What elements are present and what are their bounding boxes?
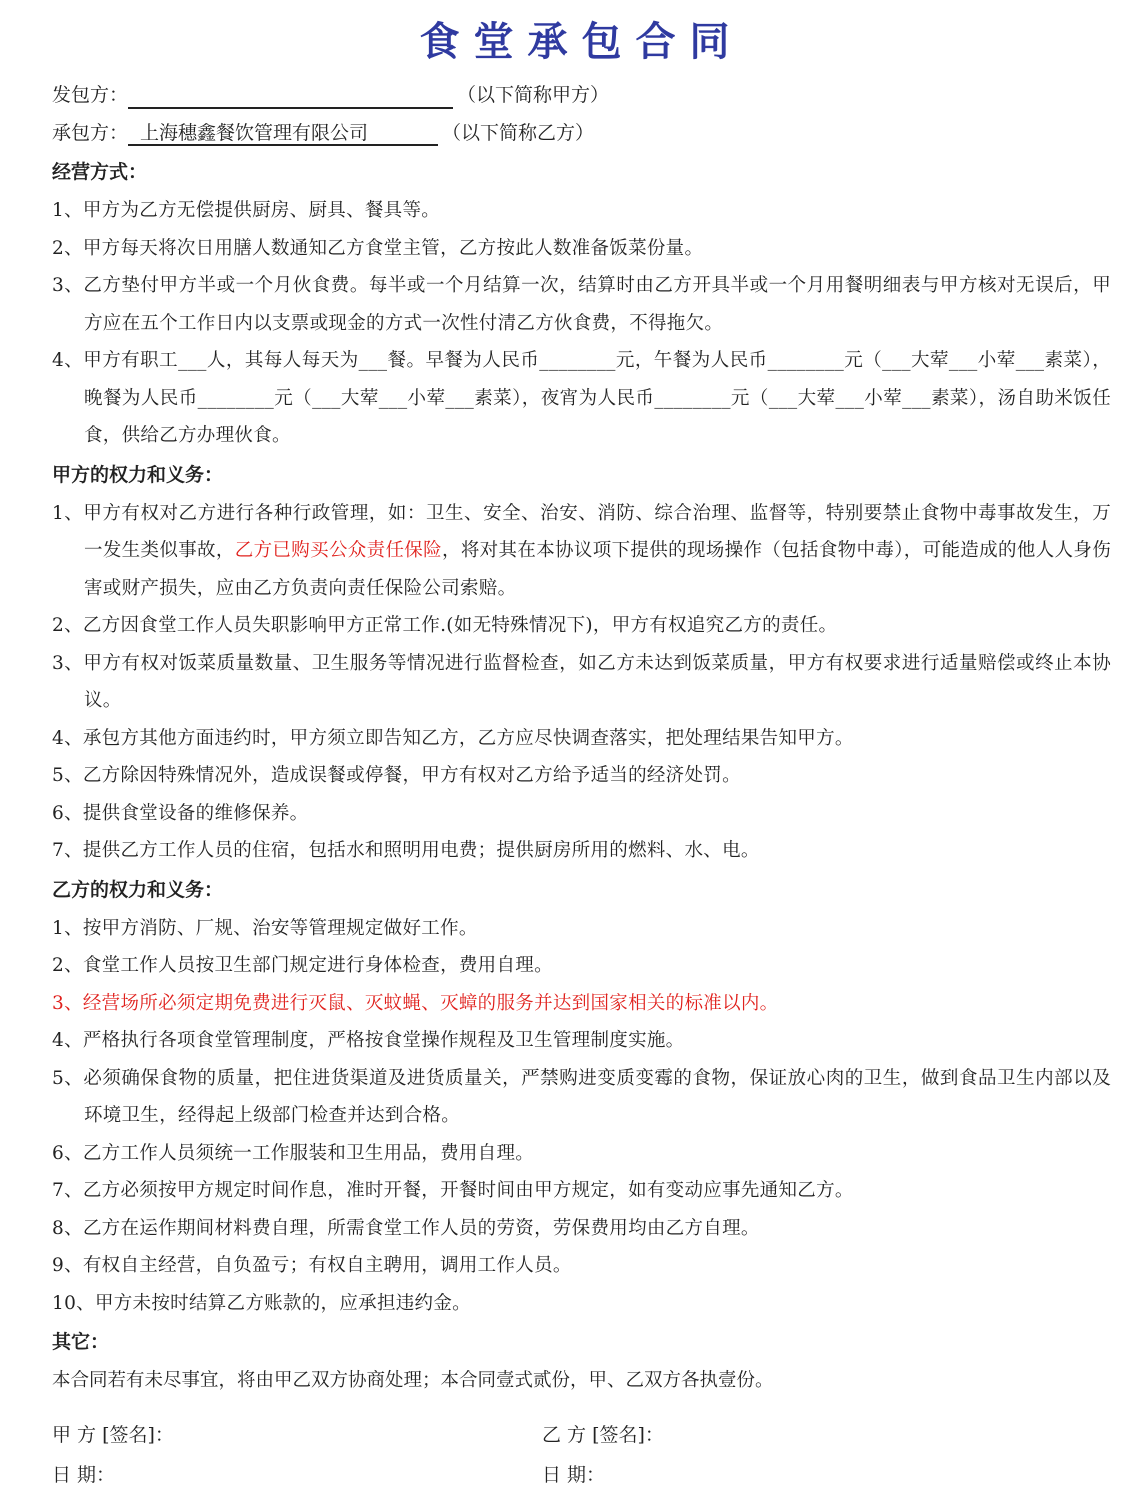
- operation-item-3: 3、乙方垫付甲方半或一个月伙食费。每半或一个月结算一次，结算时由乙方开具半或一个月用餐明细表与甲方核对无误后，甲方应在五个工作日内以支票或现金的方式一次性付清乙方伙食费，不得拖欠。: [52, 275, 1111, 334]
- operation-item-1: 1、甲方为乙方无偿提供厨房、厨具、餐具等。: [52, 200, 441, 221]
- party-a-item-3: 3、甲方有权对饭菜质量数量、卫生服务等情况进行监督检查，如乙方未达到饭菜质量，甲方有权要求进行适量赔偿或终止本协议。: [52, 652, 1111, 711]
- issuer-label: 发包方：: [52, 84, 129, 106]
- party-b-heading: 乙方的权力和义务：: [52, 878, 224, 901]
- operation-item-4: 4、甲方有职工___人，其每人每天为___餐。早餐为人民币________元，午餐为人民币________元（___大荤___小荤___素菜），晚餐为人民币________元（___大荤___小荤___素菜），夜宵为人民币________元（___大荤___小荤___素菜），汤自助米饭任食，供给乙方办理伙食。: [52, 350, 1111, 446]
- party-b-item-9: 9、有权自主经营，自负盈亏；有权自主聘用，调用工作人员。: [52, 1255, 572, 1276]
- insurance-highlight: 乙方已购买公众责任保险: [234, 540, 442, 561]
- date-row: [52, 1460, 1112, 1487]
- contractor-label: 承包方：: [52, 122, 129, 144]
- signature-row: [52, 1420, 1112, 1447]
- contractor-line: [52, 114, 1111, 152]
- party-b-item-1: 1、按甲方消防、厂规、治安等管理规定做好工作。: [52, 917, 478, 939]
- party-a-item-1: [52, 495, 1111, 608]
- operation-item-2: 2、甲方每天将次日用膳人数通知乙方食堂主管，乙方按此人数准备饭菜份量。: [52, 237, 704, 259]
- issuer-line: [52, 76, 1111, 114]
- party-a-date: 日 期：: [52, 1464, 116, 1486]
- party-b-item-4: 4、严格执行各项食堂管理制度，严格按食堂操作规程及卫生管理制度实施。: [52, 1030, 685, 1051]
- party-a-item-6: 6、提供食堂设备的维修保养。: [52, 802, 309, 824]
- party-a-item-4: 4、承包方其他方面违约时，甲方须立即告知乙方，乙方应尽快调查落实，把处理结果告知甲方。: [52, 727, 854, 749]
- contract-title: 食堂承包合同: [419, 19, 744, 65]
- contractor-name: 上海穗鑫餐饮管理有限公司: [128, 122, 438, 146]
- party-b-date: 日 期：: [542, 1464, 606, 1486]
- party-a-item-1-text-pre: 1、甲方有权对乙方进行各种行政管理，如：卫生、安全、治安、消防、综合治理、监督等，特别要禁止食物中毒事故发生，万一发生类似事故，: [52, 502, 1111, 561]
- party-b-item-3: 3、经营场所必须定期免费进行灭鼠、灭蚊蝇、灭蟑的服务并达到国家相关的标准以内。: [52, 992, 779, 1014]
- party-b-item-8: 8、乙方在运作期间材料费自理，所需食堂工作人员的劳资，劳保费用均由乙方自理。: [52, 1217, 760, 1239]
- party-a-signature: 甲 方 [签名]：: [52, 1424, 174, 1446]
- party-b-item-6: 6、乙方工作人员须统一工作服装和卫生用品，费用自理。: [52, 1142, 535, 1164]
- party-b-item-7: 7、乙方必须按甲方规定时间作息，准时开餐，开餐时间由甲方规定，如有变动应事先通知乙方。: [52, 1180, 854, 1201]
- party-b-item-10: 10、甲方未按时结算乙方账款的，应承担违约金。: [52, 1292, 471, 1314]
- party-a-item-2: 2、乙方因食堂工作人员失职影响甲方正常工作.(如无特殊情况下)，甲方有权追究乙方的责任。: [52, 615, 838, 636]
- party-b-item-2: 2、食堂工作人员按卫生部门规定进行身体检查，费用自理。: [52, 955, 553, 976]
- party-a-item-7: 7、提供乙方工作人员的住宿，包括水和照明用电费；提供厨房所用的燃料、水、电。: [52, 840, 760, 861]
- party-a-item-5: 5、乙方除因特殊情况外，造成误餐或停餐，甲方有权对乙方给予适当的经济处罚。: [52, 765, 741, 786]
- operation-heading: 经营方式：: [52, 161, 148, 183]
- issuer-blank: [128, 83, 453, 109]
- contractor-note: （以下简称乙方）: [442, 122, 595, 144]
- party-b-signature: 乙 方 [签名]：: [542, 1424, 664, 1446]
- issuer-note: （以下简称甲方）: [457, 84, 610, 106]
- party-a-item-1-text-post: ，将对其在本协议项下提供的现场操作（包括食物中毒），可能造成的他人人身伤害或财产损失，应由乙方负责向责任保险公司索赔。: [84, 540, 1111, 599]
- other-heading: 其它：: [52, 1331, 110, 1353]
- party-a-heading: 甲方的权力和义务：: [52, 463, 224, 486]
- other-text: 本合同若有未尽事宜，将由甲乙双方协商处理；本合同壹式贰份，甲、乙双方各执壹份。: [52, 1370, 774, 1391]
- party-b-item-5: 5、必须确保食物的质量，把住进货渠道及进货质量关，严禁购进变质变霉的食物，保证放心肉的卫生，做到食品卫生内部以及环境卫生，经得起上级部门检查并达到合格。: [52, 1067, 1111, 1126]
